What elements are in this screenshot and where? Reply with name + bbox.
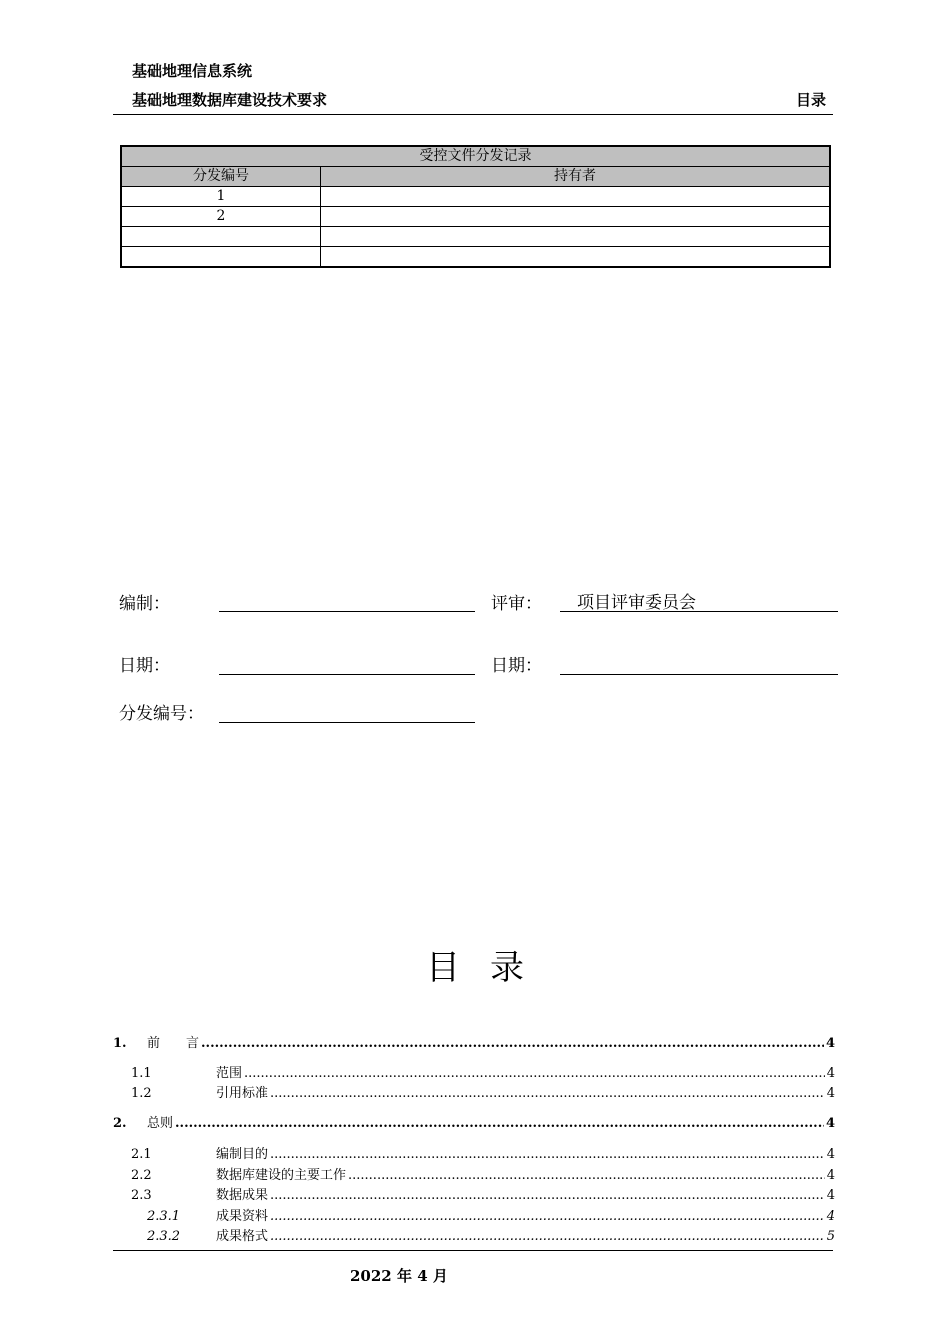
- holder-cell: [321, 207, 831, 227]
- holder-cell: [321, 247, 831, 268]
- compile-label: 编制：: [119, 594, 170, 614]
- header-section-name: 目录: [795, 91, 826, 109]
- toc-entry[interactable]: 2.3.1 成果资料 ..... 4: [113, 1205, 835, 1223]
- footer-date: 2022 年 4 月: [350, 1267, 448, 1285]
- holder-cell: [321, 227, 831, 247]
- toc-entry[interactable]: 1. 前 言 ..... 4: [113, 1032, 835, 1050]
- review-value: 项目评审委员会: [577, 593, 696, 613]
- distribution-number-cell: [121, 227, 321, 247]
- toc-entry[interactable]: 2.3 数据成果 ..... 4: [113, 1184, 835, 1202]
- distribution-number-cell: [121, 247, 321, 268]
- toc-entry[interactable]: 2. 总则 ..... 4: [113, 1112, 835, 1130]
- table-row: [121, 227, 830, 247]
- date-line-left: [219, 674, 475, 675]
- distribution-record-table: [120, 145, 831, 268]
- table-row: [121, 207, 830, 227]
- toc-title: 目录: [426, 948, 554, 988]
- header-rule: [113, 114, 833, 115]
- footer-rule: [113, 1250, 833, 1251]
- distribution-table-title: 受控文件分发记录: [121, 146, 830, 167]
- toc-entry[interactable]: 2.1 编制目的 ..... 4: [113, 1143, 835, 1161]
- toc-entry[interactable]: 1.1 范围 ..... 4: [113, 1062, 835, 1080]
- date-line-right: [560, 674, 838, 675]
- column-header-holder: 持有者: [321, 167, 831, 187]
- table-row: [121, 247, 830, 268]
- distribution-number-cell: 2: [121, 207, 321, 227]
- column-header-distribution-number: 分发编号: [121, 167, 321, 187]
- toc-entry[interactable]: 2.2 数据库建设的主要工作 ..... 4: [113, 1164, 835, 1182]
- date-label-left: 日期：: [119, 656, 170, 676]
- distribution-number-label: 分发编号：: [119, 704, 204, 724]
- header-system-name: 基础地理信息系统: [132, 62, 253, 80]
- table-row: [121, 187, 830, 207]
- holder-cell: [321, 187, 831, 207]
- date-label-right: 日期：: [491, 656, 542, 676]
- review-label: 评审：: [491, 594, 542, 614]
- compile-signature-line: [219, 611, 475, 612]
- toc-entry[interactable]: 1.2 引用标准 ..... 4: [113, 1082, 835, 1100]
- review-signature-line: [560, 611, 838, 612]
- header-document-title: 基础地理数据库建设技术要求: [132, 91, 328, 109]
- distribution-number-cell: 1: [121, 187, 321, 207]
- distribution-number-line: [219, 722, 475, 723]
- toc-entry[interactable]: 2.3.2 成果格式 ..... 5: [113, 1225, 835, 1243]
